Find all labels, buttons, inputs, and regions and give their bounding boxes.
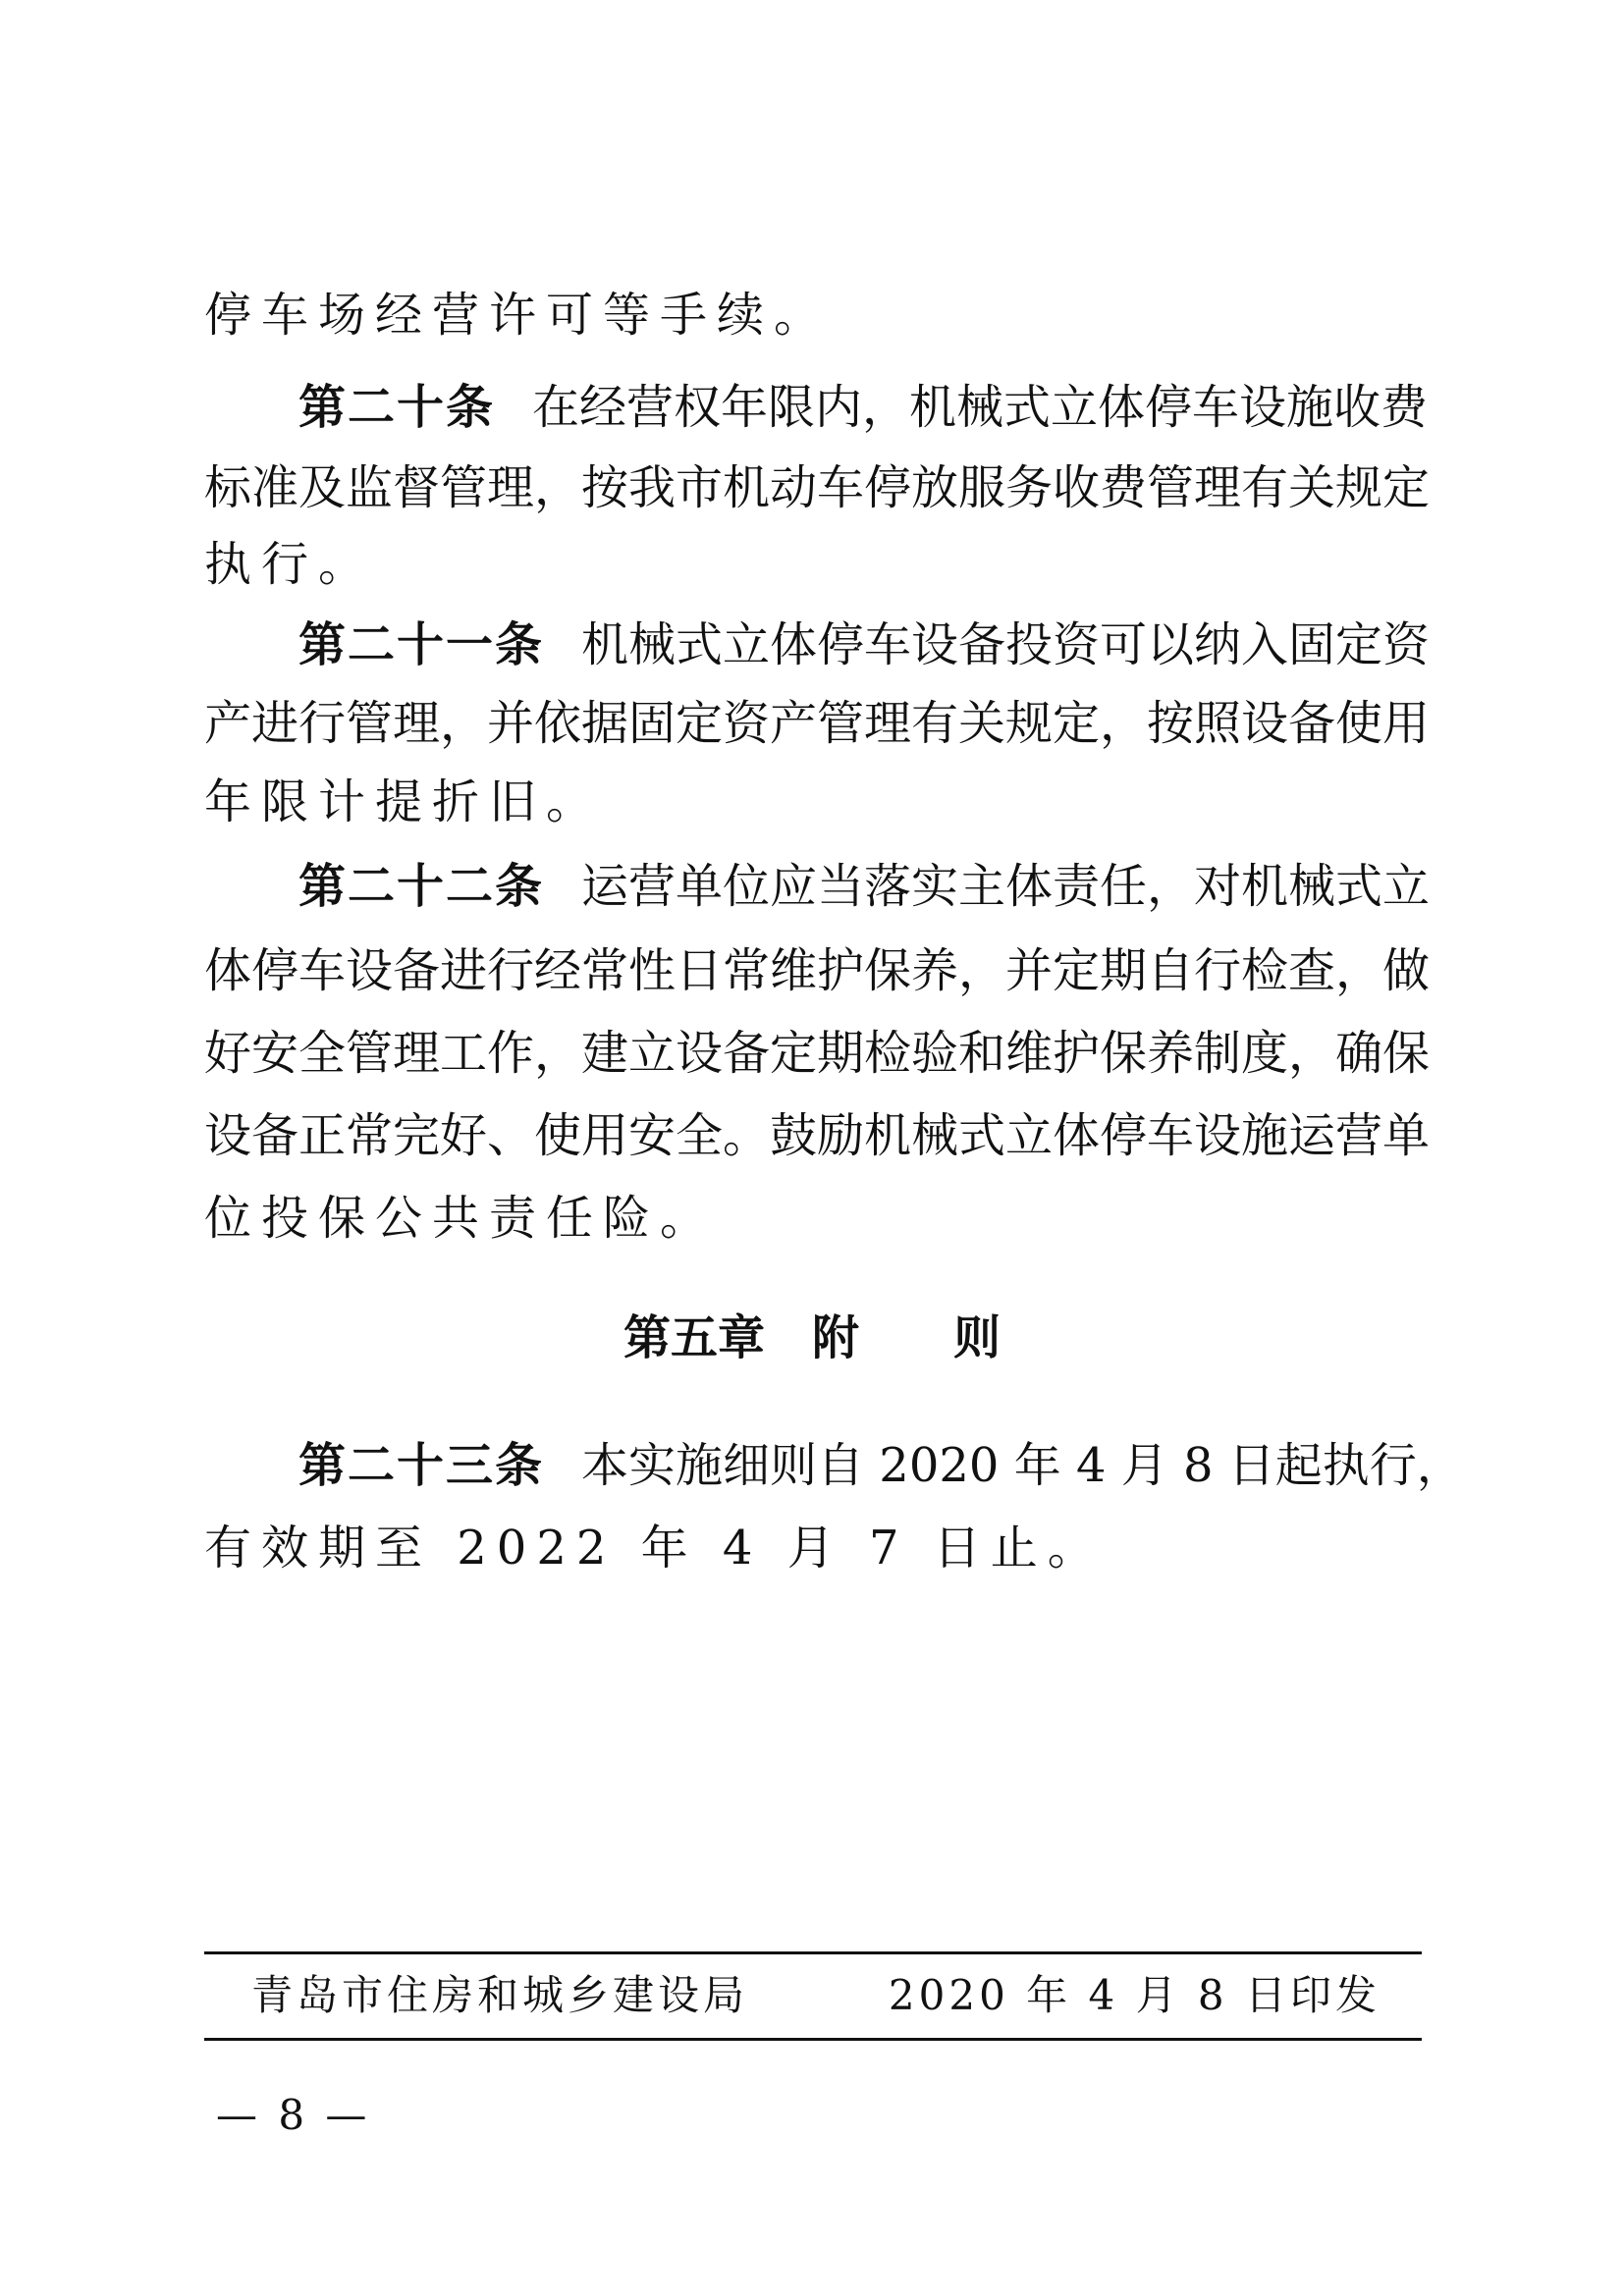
footer-top-rule: [204, 1951, 1422, 1954]
issue-date: 2020 年 4 月 8 日印发: [888, 1971, 1380, 2019]
article-20: 第二十条 在经营权年限内，机械式立体停车设施收费: [298, 380, 1429, 435]
text-line: 体停车设备进行经常性日常维护保养，并定期自行检查，做: [204, 943, 1431, 998]
text-line: 好安全管理工作，建立设备定期检验和维护保养制度，确保: [204, 1026, 1431, 1081]
article-23: 第二十三条 本实施细则自 2020 年 4 月 8 日起执行，: [298, 1438, 1464, 1493]
article-22: 第二十二条 运营单位应当落实主体责任，对机械式立: [298, 859, 1431, 914]
text-line: 停车场经营许可等手续。: [204, 288, 832, 343]
page-number: — 8 —: [216, 2091, 371, 2139]
chapter-heading: 第五章 附 则: [623, 1310, 1001, 1365]
article-heading: 第二十二条: [298, 859, 545, 914]
article-heading: 第二十条: [298, 380, 496, 435]
text-line: 位投保公共责任险。: [204, 1191, 718, 1246]
article-heading: 第二十三条: [298, 1438, 545, 1493]
text-line: 设备正常完好、使用安全。鼓励机械式立体停车设施运营单: [204, 1108, 1431, 1163]
text-line: 有效期至 2022 年 4 月 7 日止。: [204, 1521, 1105, 1575]
text-line: 产进行管理，并依据固定资产管理有关规定，按照设备使用: [204, 696, 1431, 751]
issuer: 青岛市住房和城乡建设局: [251, 1971, 749, 2019]
article-heading: 第二十一条: [298, 617, 545, 672]
text-line: 标准及监督管理，按我市机动车停放服务收费管理有关规定: [204, 460, 1431, 515]
text-line: 执行。: [204, 537, 376, 592]
footer: [251, 1961, 1380, 2030]
article-21: 第二十一条 机械式立体停车设备投资可以纳入固定资: [298, 617, 1431, 672]
footer-bottom-rule: [204, 2038, 1422, 2041]
text-line: 年限计提折旧。: [204, 774, 604, 829]
